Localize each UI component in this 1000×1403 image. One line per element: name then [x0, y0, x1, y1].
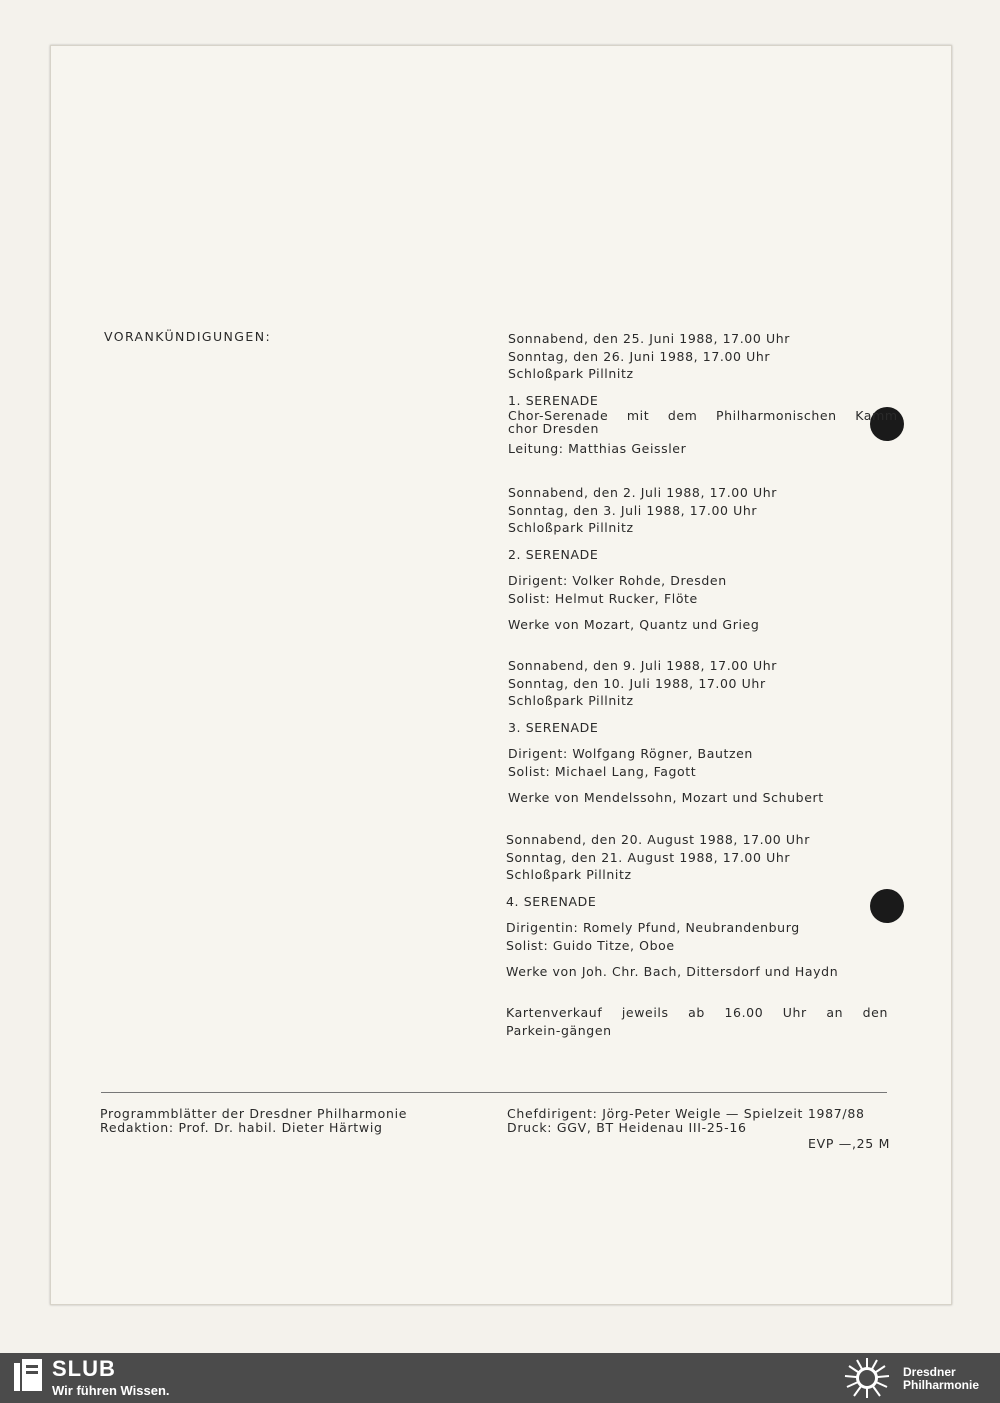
viewer-footer-bar [0, 1353, 1000, 1403]
venue: Schloßpark Pillnitz [506, 867, 632, 882]
partner-name-line1: Dresdner [903, 1365, 956, 1379]
detail-line: Solist: Michael Lang, Fagott [508, 763, 697, 779]
venue: Schloßpark Pillnitz [508, 366, 634, 381]
serenade-title: 3. SERENADE [508, 719, 599, 735]
works-line: Werke von Mendelssohn, Mozart und Schubert [508, 790, 824, 805]
dresdner-philharmonie-logo-icon [842, 1356, 892, 1400]
detail-line: Chor-Serenade mit dem Philharmonischen Kamm [508, 408, 898, 423]
serenade-1 [508, 330, 898, 458]
detail-line: Dirigent: Wolfgang Rögner, Bautzen [508, 746, 753, 761]
ticket-note-text: Kartenverkauf jeweils ab 16.00 Uhr an den Parkein-gängen [506, 1005, 888, 1038]
serenade-2 [508, 484, 888, 634]
footer-publisher: Programmblätter der Dresdner Philharmonie [100, 1106, 408, 1121]
ticket-note [506, 1004, 888, 1039]
detail-line: Solist: Guido Titze, Oboe [506, 937, 675, 953]
footer-printer: Druck: GGV, BT Heidenau III-25-16 [507, 1120, 747, 1135]
serenade-3 [508, 657, 888, 807]
partner-name-line2: Philharmonie [903, 1378, 980, 1392]
detail-line: chor Dresden [508, 421, 599, 436]
serenade-title: 4. SERENADE [506, 893, 597, 909]
date-line: Sonnabend, den 9. Juli 1988, 17.00 Uhr [508, 658, 777, 673]
slub-name[interactable]: SLUB [52, 1356, 116, 1381]
footer-editor: Redaktion: Prof. Dr. habil. Dieter Härtwig [100, 1120, 383, 1135]
venue: Schloßpark Pillnitz [508, 693, 634, 708]
slub-tagline: Wir führen Wissen. [52, 1383, 170, 1398]
detail-line: Dirigentin: Romely Pfund, Neubrandenburg [506, 920, 800, 935]
date-line: Sonntag, den 3. Juli 1988, 17.00 Uhr [508, 502, 758, 518]
works-line: Werke von Joh. Chr. Bach, Dittersdorf und Haydn [506, 964, 839, 979]
footer-conductor: Chefdirigent: Jörg-Peter Weigle — Spielzeit 1987/88 [507, 1106, 865, 1121]
serenade-4 [506, 831, 886, 981]
date-line: Sonntag, den 21. August 1988, 17.00 Uhr [506, 849, 791, 865]
slub-logo-icon [14, 1357, 42, 1391]
works-line: Werke von Mozart, Quantz und Grieg [508, 617, 760, 632]
date-line: Sonnabend, den 25. Juni 1988, 17.00 Uhr [508, 331, 790, 346]
venue: Schloßpark Pillnitz [508, 520, 634, 535]
footer-price: EVP —,25 M [808, 1136, 891, 1151]
date-line: Sonntag, den 26. Juni 1988, 17.00 Uhr [508, 348, 771, 364]
detail-line: Leitung: Matthias Geissler [508, 441, 687, 456]
serenade-title: 1. SERENADE [508, 392, 599, 408]
partner-name[interactable] [903, 1366, 979, 1392]
detail-line: Solist: Helmut Rucker, Flöte [508, 590, 698, 606]
serenade-title: 2. SERENADE [508, 546, 599, 562]
detail-line: Dirigent: Volker Rohde, Dresden [508, 573, 727, 588]
footer-divider [101, 1092, 887, 1093]
date-line: Sonnabend, den 2. Juli 1988, 17.00 Uhr [508, 485, 777, 500]
date-line: Sonntag, den 10. Juli 1988, 17.00 Uhr [508, 675, 766, 691]
announcements-heading: VORANKÜNDIGUNGEN: [104, 329, 272, 344]
date-line: Sonnabend, den 20. August 1988, 17.00 Uhr [506, 832, 810, 847]
